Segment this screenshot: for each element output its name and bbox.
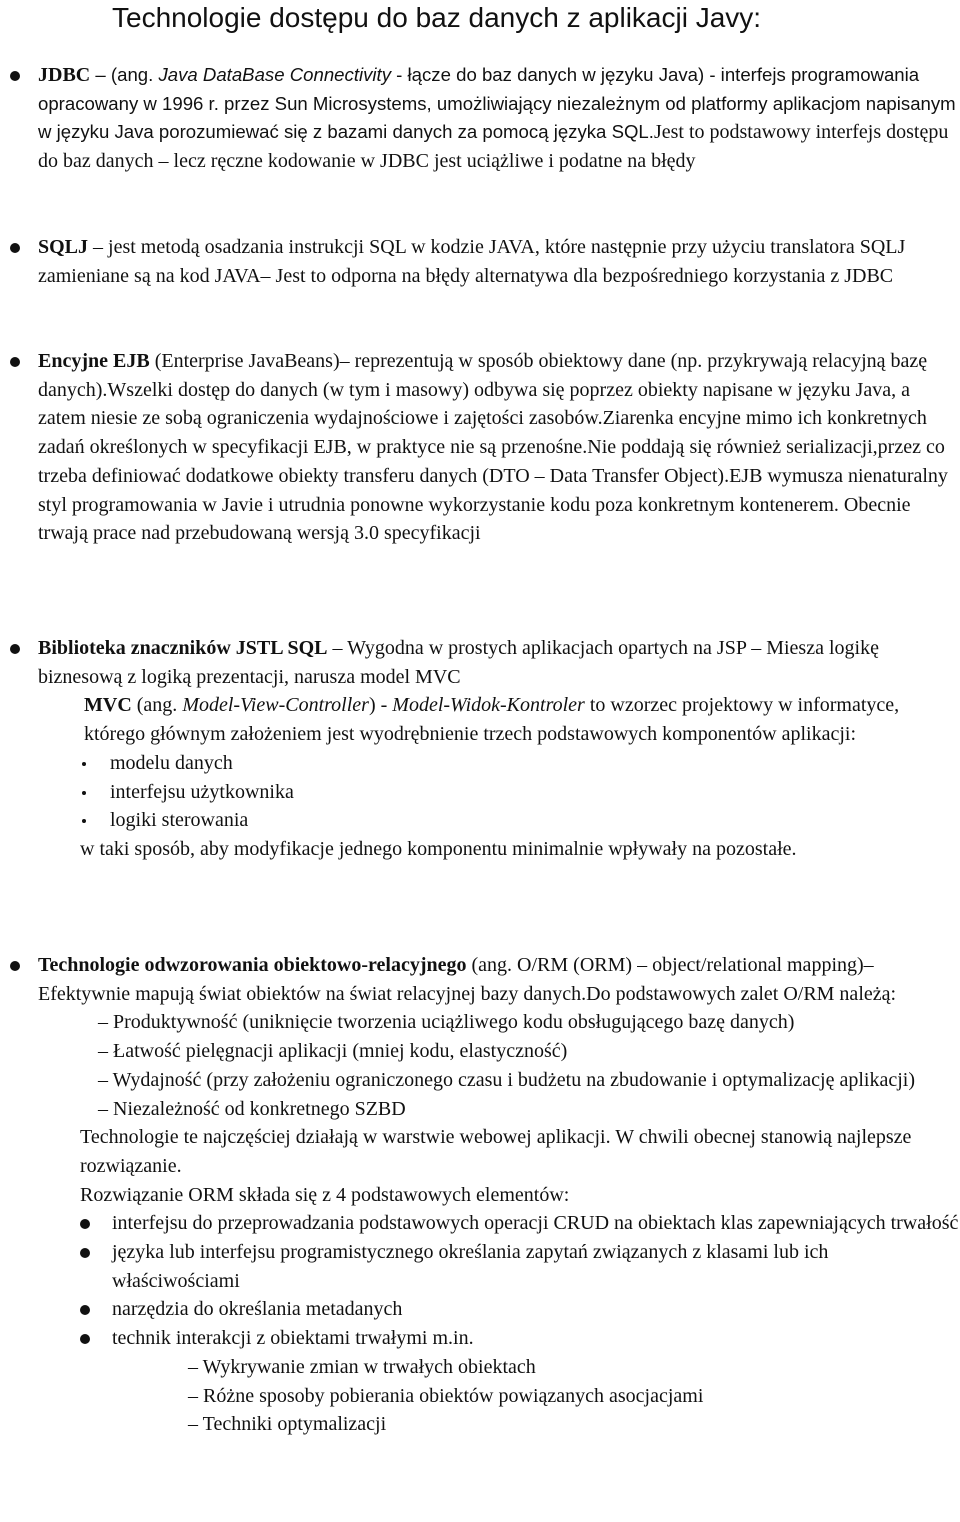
list-item: – Niezależność od konkretnego SZBD	[98, 1097, 406, 1120]
bullet-icon	[10, 357, 20, 367]
section-jdbc	[38, 61, 960, 176]
ejb-text-1: (Enterprise JavaBeans)– reprezentują w sposób obiektowy dane (np. przykrywają relacyjną bazę danych).	[38, 350, 928, 401]
list-item: języka lub interfejsu programistycznego określania zapytań związanych z klasami lub ich właściwościami	[80, 1238, 960, 1295]
list-item: – Wydajność (przy założeniu ograniczonego czasu i budżetu na zbudowanie i optymalizację aplikacji)	[98, 1068, 915, 1091]
mvc-italic-2: Model-Widok-Kontroler	[392, 694, 585, 717]
jdbc-term: JDBC	[38, 64, 91, 86]
bullet-icon	[10, 243, 20, 253]
list-item: – Różne sposoby pobierania obiektów powiązanych asocjacjami	[188, 1384, 704, 1407]
section-ejb	[38, 347, 960, 548]
ejb-text-4: Nie poddają się również serializacji,przez co trzeba definiować dodatkowe obiekty transferu danych (DTO – Data Transfer Object).	[38, 436, 945, 487]
mvc-text-3: to wzorzec projektowy w informatyce, którego głównym założeniem jest wyodrębnienie trzech podstawowych komponentów aplikacji:	[84, 694, 900, 746]
section-orm	[38, 951, 960, 1439]
orm-term: Technologie odwzorowania obiektowo-relacyjnego	[38, 954, 467, 976]
orm-advantages	[80, 1008, 960, 1209]
orm-elements-intro: Rozwiązanie ORM składa się z 4 podstawowych elementów:	[80, 1183, 570, 1206]
orm-usage-text: Technologie te najczęściej działają w warstwie webowej aplikacji. W chwili obecnej stanowią najlepsze rozwiązanie.	[80, 1126, 912, 1177]
page-title: Technologie dostępu do baz danych z aplikacji Javy:	[112, 2, 762, 33]
list-item: technik interakcji z obiektami trwałymi m.in.	[80, 1324, 960, 1353]
section-sqlj	[38, 233, 960, 290]
jstl-term: Biblioteka znaczników JSTL SQL	[38, 637, 328, 659]
mvc-text-2: ) -	[368, 694, 393, 717]
list-item: interfejsu do przeprowadzania podstawowych operacji CRUD na obiektach klas zapewniających trwałość	[80, 1209, 960, 1238]
jdbc-text-3: Jest to podstawowy interfejs dostępu do baz danych – lecz ręczne kodowanie w JDBC jest uciążliwe i podatne na błędy	[38, 121, 949, 173]
mvc-term: MVC	[84, 694, 132, 717]
list-item: modelu danych	[80, 749, 960, 778]
list-item: – Produktywność (uniknięcie tworzenia uciążliwego kodu obsługującego bazę danych)	[98, 1011, 795, 1034]
mvc-conclusion: w taki sposób, aby modyfikacje jednego komponentu minimalnie wpływały na pozostałe.	[80, 837, 797, 860]
list-item: narzędzia do określania metadanych	[80, 1295, 960, 1324]
orm-techniques-list	[188, 1353, 960, 1439]
section-jstl	[38, 634, 960, 864]
mvc-paragraph	[84, 691, 960, 748]
mvc-text-1: (ang.	[131, 694, 183, 717]
jdbc-text-1: – (ang.	[90, 64, 159, 85]
ejb-text-2: Wszelki dostęp do danych (w tym i masowy) odbywa się poprzez obiekty napisane w języku Java, a zatem niesie ze sobą ograniczenia wydajnościowe i zajętości zasobów.	[38, 378, 910, 430]
jstl-text: – Wygodna w prostych aplikacjach opartych na JSP – Miesza logikę biznesową z logiką prezentacji, narusza model MVC	[38, 637, 879, 688]
jdbc-italic: Java DataBase Connectivity	[158, 64, 392, 85]
ejb-text-5: EJB wymusza nienaturalny styl programowania w Javie i utrudnia ponowne wykorzystanie kodu poza konkretnym kontenerem. Obecnie trwają prace nad przebudowaną wersją 3.0 specyfikacji	[38, 464, 948, 545]
sqlj-text: – jest metodą osadzania instrukcji SQL w kodzie JAVA, które następnie przy użyciu translatora SQLJ zamieniane są na kod JAVA– Jest to odporna na błędy alternatywa dla bezpośredniego korzystania z JDBC	[38, 236, 906, 287]
ejb-term: Encyjne EJB	[38, 350, 150, 372]
list-item: – Wykrywanie zmian w trwałych obiektach	[188, 1355, 536, 1378]
orm-text: (ang. O/RM (ORM) – object/relational mapping)– Efektywnie mapują świat obiektów na świat relacyjnej bazy danych.Do podstawowych zalet O/RM należą:	[38, 954, 897, 1005]
ejb-text-3: Ziarenka encyjne mimo ich konkretnych zadań określonych w specyfikacji EJB, w praktyce nie są przenośne.	[38, 407, 927, 459]
mvc-components-list	[80, 749, 960, 835]
jdbc-text-2: - łącze do baz danych w języku Java) - interfejs programowania opracowany w 1996 r. przez Sun Microsystems, umożliwiający niezależnym od platformy aplikacjom napisanym w języku Java porozumiewać się z bazami danych za pomocą języka SQL.	[38, 64, 956, 143]
bullet-icon	[10, 71, 20, 81]
bullet-icon	[10, 644, 20, 654]
bullet-icon	[10, 961, 20, 971]
orm-elements-list	[80, 1209, 960, 1353]
sqlj-term: SQLJ	[38, 236, 89, 258]
list-item: – Łatwość pielęgnacji aplikacji (mniej kodu, elastyczność)	[98, 1040, 568, 1063]
orm-paragraph	[38, 951, 960, 1008]
list-item: – Techniki optymalizacji	[188, 1413, 387, 1436]
list-item: logiki sterowania	[80, 806, 960, 835]
jdbc-content	[38, 64, 956, 172]
mvc-italic-1: Model-View-Controller	[182, 694, 369, 717]
list-item: interfejsu użytkownika	[80, 778, 960, 807]
jstl-paragraph	[38, 634, 960, 691]
